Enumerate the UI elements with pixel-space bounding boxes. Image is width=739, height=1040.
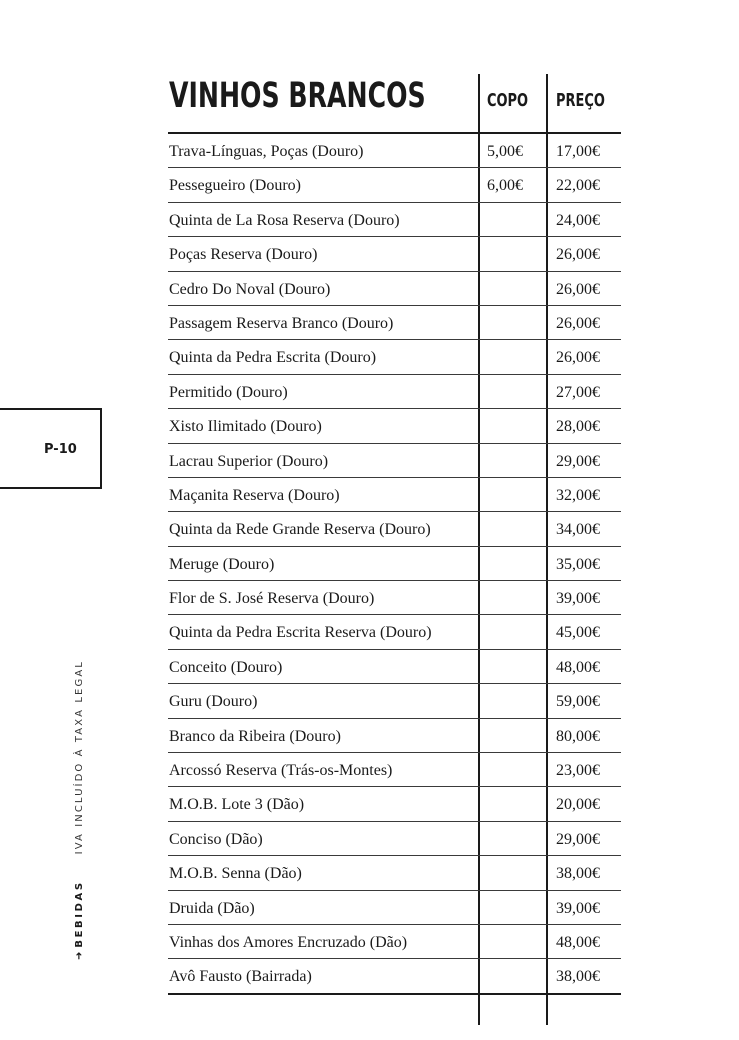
page-number: P-10 <box>44 442 77 457</box>
bottle-price: 38,00€ <box>556 968 600 986</box>
table-row <box>168 203 621 237</box>
bottle-price: 38,00€ <box>556 865 600 883</box>
table-row <box>168 512 621 546</box>
wine-name: Quinta da Pedra Escrita (Douro) <box>169 349 377 367</box>
wine-name: Xisto Ilimitado (Douro) <box>169 418 322 436</box>
table-row <box>168 925 621 959</box>
wine-name: Quinta de La Rosa Reserva (Douro) <box>169 211 400 229</box>
table-row <box>168 409 621 443</box>
wine-name: M.O.B. Lote 3 (Dão) <box>169 796 305 814</box>
wine-menu-table <box>168 74 621 995</box>
page-title: VINHOS BRANCOS <box>169 76 426 116</box>
wine-name: Permitido (Douro) <box>169 383 288 401</box>
wine-name: Vinhas dos Amores Encruzado (Dão) <box>169 933 408 951</box>
bottle-price: 34,00€ <box>556 521 600 539</box>
table-row <box>168 340 621 374</box>
arrow-icon: ➜ <box>74 951 85 960</box>
wine-name: Branco da Ribeira (Douro) <box>169 727 341 745</box>
table-row <box>168 856 621 890</box>
glass-price: 6,00€ <box>487 177 523 195</box>
table-row <box>168 444 621 478</box>
table-row <box>168 581 621 615</box>
table-row <box>168 753 621 787</box>
wine-name: Conceito (Douro) <box>169 658 283 676</box>
section-label: BEBIDAS <box>74 880 85 948</box>
bottle-price: 24,00€ <box>556 211 600 229</box>
tax-note: IVA INCLUÍDO À TAXA LEGAL <box>74 660 85 855</box>
table-row <box>168 719 621 753</box>
wine-name: Trava-Línguas, Poças (Douro) <box>169 143 364 160</box>
table-header <box>168 74 621 134</box>
bottle-price: 26,00€ <box>556 246 600 264</box>
bottle-price: 26,00€ <box>556 349 600 367</box>
wine-list <box>168 134 621 995</box>
wine-name: Passagem Reserva Branco (Douro) <box>169 314 394 332</box>
wine-name: Poças Reserva (Douro) <box>169 246 318 264</box>
bottle-price: 80,00€ <box>556 727 600 745</box>
bottle-price: 28,00€ <box>556 418 600 436</box>
bottle-price: 35,00€ <box>556 555 600 573</box>
bottle-price: 23,00€ <box>556 762 600 780</box>
sidebar-caption <box>74 660 85 960</box>
table-row <box>168 272 621 306</box>
table-row <box>168 306 621 340</box>
wine-name: Quinta da Pedra Escrita Reserva (Douro) <box>169 624 432 642</box>
bottle-price: 39,00€ <box>556 590 600 608</box>
wine-name: Quinta da Rede Grande Reserva (Douro) <box>169 521 431 539</box>
bottle-price: 26,00€ <box>556 280 600 298</box>
table-row <box>168 891 621 925</box>
wine-name: Flor de S. José Reserva (Douro) <box>169 590 375 608</box>
table-row <box>168 375 621 409</box>
price-column-header: PREÇO <box>556 90 605 111</box>
wine-name: Guru (Douro) <box>169 693 258 711</box>
wine-name: Conciso (Dão) <box>169 830 263 848</box>
wine-name: Lacrau Superior (Douro) <box>169 452 329 470</box>
table-row <box>168 168 621 202</box>
bottle-price: 59,00€ <box>556 693 600 711</box>
wine-name: Druida (Dão) <box>169 899 255 917</box>
bottle-price: 48,00€ <box>556 933 600 951</box>
wine-name: Arcossó Reserva (Trás-os-Montes) <box>169 762 393 780</box>
table-row <box>168 478 621 512</box>
table-row <box>168 547 621 581</box>
wine-name: M.O.B. Senna (Dão) <box>169 865 302 883</box>
table-row <box>168 959 621 994</box>
table-row <box>168 650 621 684</box>
table-row <box>168 615 621 649</box>
glass-column-header: COPO <box>487 90 529 111</box>
wine-name: Maçanita Reserva (Douro) <box>169 486 340 504</box>
bottle-price: 20,00€ <box>556 796 600 814</box>
table-row <box>168 822 621 856</box>
bottle-price: 27,00€ <box>556 383 600 401</box>
table-row <box>168 684 621 718</box>
bottle-price: 29,00€ <box>556 830 600 848</box>
bottle-price: 26,00€ <box>556 314 600 332</box>
table-row <box>168 237 621 271</box>
wine-name: Avô Fausto (Bairrada) <box>169 968 312 986</box>
bottle-price: 29,00€ <box>556 452 600 470</box>
table-row <box>168 787 621 821</box>
page-number-tab <box>0 408 102 489</box>
table-row <box>168 134 621 168</box>
bottle-price: 39,00€ <box>556 899 600 917</box>
wine-name: Cedro Do Noval (Douro) <box>169 280 331 298</box>
wine-name: Meruge (Douro) <box>169 555 275 573</box>
bottle-price: 17,00€ <box>556 143 600 160</box>
bottle-price: 22,00€ <box>556 177 600 195</box>
bottle-price: 32,00€ <box>556 486 600 504</box>
bottle-price: 48,00€ <box>556 658 600 676</box>
bottle-price: 45,00€ <box>556 624 600 642</box>
wine-name: Pessegueiro (Douro) <box>169 177 301 195</box>
glass-price: 5,00€ <box>487 143 523 160</box>
